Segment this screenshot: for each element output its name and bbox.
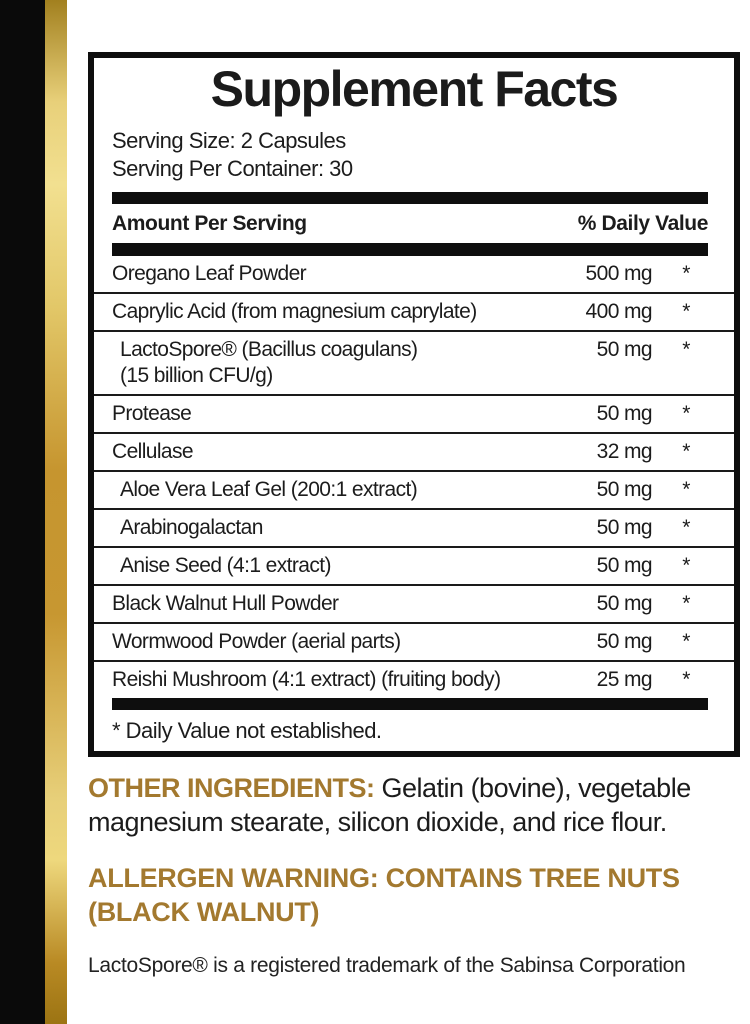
ingredient-name-line1: Arabinogalactan xyxy=(120,516,263,540)
ingredient-amount: 50 mg xyxy=(596,554,652,578)
ingredient-amount: 50 mg xyxy=(596,338,652,362)
ingredient-daily-value: * xyxy=(682,478,690,502)
ingredient-name-line1: Oregano Leaf Powder xyxy=(112,262,307,286)
ingredient-row xyxy=(94,508,734,546)
ingredient-daily-value: * xyxy=(682,440,690,464)
ingredient-row xyxy=(94,432,734,470)
ingredient-amount: 50 mg xyxy=(596,592,652,616)
other-ingredients-label: OTHER INGREDIENTS: xyxy=(88,773,375,803)
ingredient-daily-value: * xyxy=(682,630,690,654)
ingredient-name-line1: Black Walnut Hull Powder xyxy=(112,592,339,616)
ingredient-row xyxy=(94,292,734,330)
ingredient-name xyxy=(112,401,557,427)
ingredient-name-line2: (15 billion CFU/g) xyxy=(120,364,273,388)
ingredient-amount: 25 mg xyxy=(596,668,652,692)
daily-value-footnote: * Daily Value not established. xyxy=(112,718,382,744)
ingredient-amount: 50 mg xyxy=(596,516,652,540)
ingredient-daily-value: * xyxy=(682,516,690,540)
supplement-facts-panel xyxy=(88,52,740,757)
servings-per-container: Serving Per Container: 30 xyxy=(112,155,353,181)
ingredient-row xyxy=(94,546,734,584)
ingredient-name-line1: LactoSpore® (Bacillus coagulans) xyxy=(120,338,418,362)
ingredient-name-line1: Anise Seed (4:1 extract) xyxy=(120,554,331,578)
ingredient-row xyxy=(94,660,734,698)
ingredient-name-line1: Aloe Vera Leaf Gel (200:1 extract) xyxy=(120,478,418,502)
bottom-text-section xyxy=(88,771,750,979)
ingredient-daily-value: * xyxy=(682,300,690,324)
ingredient-row xyxy=(94,394,734,432)
ingredient-amount: 50 mg xyxy=(596,478,652,502)
ingredient-daily-value: * xyxy=(682,262,690,286)
ingredient-name xyxy=(112,439,557,465)
ingredient-amount: 50 mg xyxy=(596,402,652,426)
ingredient-name xyxy=(112,667,557,693)
allergen-warning: ALLERGEN WARNING: CONTAINS TREE NUTS (BLACK WALNUT) xyxy=(88,863,680,928)
ingredient-name xyxy=(112,515,557,541)
ingredient-name xyxy=(112,591,557,617)
daily-value-header: % Daily Value xyxy=(577,212,708,235)
ingredient-name xyxy=(112,299,557,325)
divider-bar-top xyxy=(112,192,708,204)
ingredient-daily-value: * xyxy=(682,592,690,616)
ingredient-amount: 50 mg xyxy=(596,630,652,654)
ingredient-name xyxy=(112,477,557,503)
ingredient-daily-value: * xyxy=(682,338,690,362)
ingredient-name-line1: Reishi Mushroom (4:1 extract) (fruiting body) xyxy=(112,668,501,692)
ingredient-row xyxy=(94,622,734,660)
side-stripe-black xyxy=(0,0,45,1024)
serving-size: Serving Size: 2 Capsules xyxy=(112,128,346,153)
ingredient-row xyxy=(94,470,734,508)
ingredient-name xyxy=(112,337,557,389)
ingredient-row xyxy=(94,330,734,394)
ingredient-row xyxy=(94,584,734,622)
ingredient-name-line1: Protease xyxy=(112,402,192,426)
supplement-facts-title: Supplement Facts xyxy=(210,61,618,117)
ingredient-daily-value: * xyxy=(682,668,690,692)
serving-info xyxy=(112,127,708,182)
ingredient-amount: 400 mg xyxy=(585,300,652,324)
side-stripe-gold xyxy=(45,0,67,1024)
ingredient-row xyxy=(94,256,734,292)
ingredient-daily-value: * xyxy=(682,554,690,578)
ingredient-amount: 500 mg xyxy=(585,262,652,286)
ingredient-name xyxy=(112,629,557,655)
ingredient-name xyxy=(112,553,557,579)
table-header xyxy=(112,210,708,237)
divider-bar-header xyxy=(112,243,708,256)
divider-bar-bottom xyxy=(112,698,708,710)
other-ingredients-text: Gelatin (bovine), vegetable magnesium stearate, silicon dioxide, and rice flour. xyxy=(88,773,691,838)
amount-per-serving-header: Amount Per Serving xyxy=(112,212,307,235)
ingredient-amount: 32 mg xyxy=(596,440,652,464)
ingredient-name-line1: Caprylic Acid (from magnesium caprylate) xyxy=(112,300,477,324)
ingredient-name-line1: Cellulase xyxy=(112,440,193,464)
other-ingredients xyxy=(88,771,750,839)
ingredient-daily-value: * xyxy=(682,402,690,426)
ingredient-table xyxy=(94,256,734,698)
ingredient-name xyxy=(112,261,557,287)
trademark-note: LactoSpore® is a registered trademark of the Sabinsa Corporation xyxy=(88,954,686,978)
ingredient-name-line1: Wormwood Powder (aerial parts) xyxy=(112,630,401,654)
